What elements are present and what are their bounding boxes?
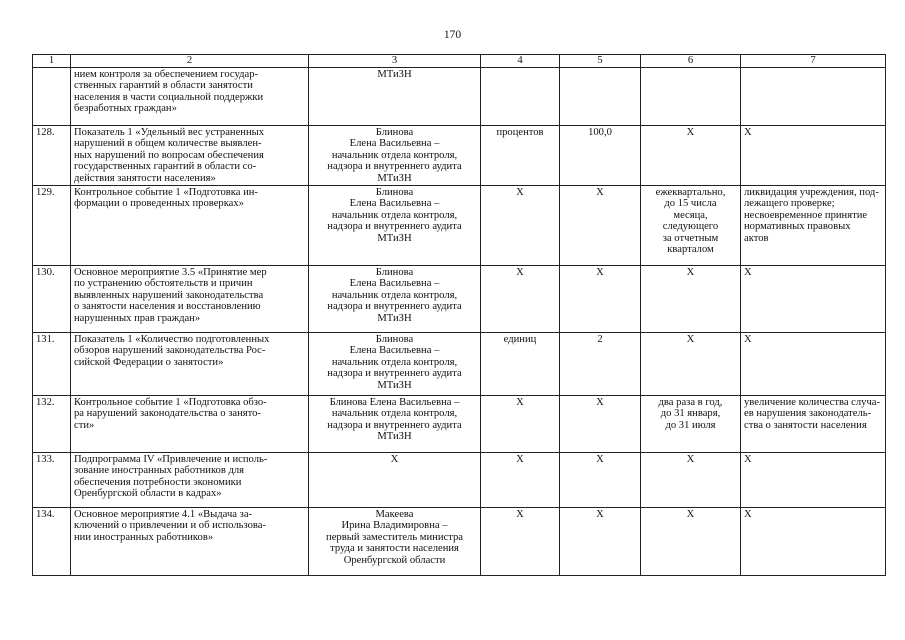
table-row xyxy=(33,68,886,126)
table-row xyxy=(33,333,886,396)
table-row xyxy=(33,126,886,186)
responsible-person: Блинова Елена Васильевна – начальник отдела контроля, надзора и внутреннего аудита МТиЗН xyxy=(309,266,481,333)
item-name: Подпрограмма IV «Привлечение и исполь- зование иностранных работников для обеспечения потребности экономики Оренбургской области в кадрах» xyxy=(71,453,309,508)
header-col-2: 2 xyxy=(71,55,309,68)
responsible-person: Блинова Елена Васильевна – начальник отдела контроля, надзора и внутреннего аудита МТиЗН xyxy=(309,396,481,453)
page-number: 170 xyxy=(443,29,462,41)
program-table xyxy=(32,54,886,576)
risks: увеличение количества случа- ев нарушения законодатель- ства о занятости населения xyxy=(741,396,886,453)
unit-of-measure: Х xyxy=(481,186,560,266)
target-value: 100,0 xyxy=(560,126,641,186)
header-col-4: 4 xyxy=(481,55,560,68)
risks: Х xyxy=(741,333,886,396)
item-name: Основное мероприятие 4.1 «Выдача за- ключений о привлечении и об использова- нии иностранных работников» xyxy=(71,508,309,576)
target-value: Х xyxy=(560,396,641,453)
responsible-person: Блинова Елена Васильевна – начальник отдела контроля, надзора и внутреннего аудита МТиЗН xyxy=(309,126,481,186)
row-number: 130. xyxy=(33,266,71,333)
table-row xyxy=(33,266,886,333)
table-row xyxy=(33,396,886,453)
header-col-1: 1 xyxy=(33,55,71,68)
header-col-3: 3 xyxy=(309,55,481,68)
target-value: Х xyxy=(560,266,641,333)
row-number: 128. xyxy=(33,126,71,186)
unit-of-measure: Х xyxy=(481,453,560,508)
item-name: Показатель 1 «Удельный вес устраненных нарушений в общем количестве выявлен- ных нарушений по вопросам обеспечения государственных гарантий в области со- действия занятости населения» xyxy=(71,126,309,186)
responsible-person: Х xyxy=(309,453,481,508)
risks: Х xyxy=(741,508,886,576)
table-row xyxy=(33,453,886,508)
target-value: Х xyxy=(560,186,641,266)
header-col-7: 7 xyxy=(741,55,886,68)
deadline: два раза в год, до 31 января, до 31 июля xyxy=(641,396,741,453)
item-name: Контрольное событие 1 «Подготовка обзо- ра нарушений законодательства о занято- сти» xyxy=(71,396,309,453)
target-value xyxy=(560,68,641,126)
risks: Х xyxy=(741,266,886,333)
responsible-person: МТиЗН xyxy=(309,68,481,126)
unit-of-measure: процентов xyxy=(481,126,560,186)
risks: ликвидация учреждения, под- лежащего проверке; несвоевременное принятие нормативных правовых актов xyxy=(741,186,886,266)
target-value: Х xyxy=(560,453,641,508)
table-row xyxy=(33,508,886,576)
risks: Х xyxy=(741,126,886,186)
deadline: ежеквартально, до 15 числа месяца, следующего за отчетным кварталом xyxy=(641,186,741,266)
deadline: Х xyxy=(641,266,741,333)
row-number xyxy=(33,68,71,126)
row-number: 131. xyxy=(33,333,71,396)
deadline xyxy=(641,68,741,126)
header-col-6: 6 xyxy=(641,55,741,68)
table-row xyxy=(33,186,886,266)
row-number: 133. xyxy=(33,453,71,508)
unit-of-measure: Х xyxy=(481,266,560,333)
responsible-person: Блинова Елена Васильевна – начальник отдела контроля, надзора и внутреннего аудита МТиЗН xyxy=(309,333,481,396)
responsible-person: Макеева Ирина Владимировна – первый заместитель министра труда и занятости населения Оренбургской области xyxy=(309,508,481,576)
responsible-person: Блинова Елена Васильевна – начальник отдела контроля, надзора и внутреннего аудита МТиЗН xyxy=(309,186,481,266)
item-name: Контрольное событие 1 «Подготовка ин- формации о проведенных проверках» xyxy=(71,186,309,266)
item-name: Основное мероприятие 3.5 «Принятие мер по устранению обстоятельств и причин выявленных нарушений законодательства о занятости населения и восстановлению нарушенных прав граждан» xyxy=(71,266,309,333)
row-number: 132. xyxy=(33,396,71,453)
item-name: Показатель 1 «Количество подготовленных обзоров нарушений законодательства Рос- сийской Федерации о занятости» xyxy=(71,333,309,396)
target-value: 2 xyxy=(560,333,641,396)
deadline: Х xyxy=(641,333,741,396)
risks xyxy=(741,68,886,126)
item-name: нием контроля за обеспечением государ- ственных гарантий в области занятости населения в части социальной поддержки безработных граждан» xyxy=(71,68,309,126)
header-col-5: 5 xyxy=(560,55,641,68)
deadline: Х xyxy=(641,126,741,186)
row-number: 129. xyxy=(33,186,71,266)
unit-of-measure xyxy=(481,68,560,126)
unit-of-measure: единиц xyxy=(481,333,560,396)
unit-of-measure: Х xyxy=(481,508,560,576)
row-number: 134. xyxy=(33,508,71,576)
risks: Х xyxy=(741,453,886,508)
target-value: Х xyxy=(560,508,641,576)
table-header-row xyxy=(33,55,886,68)
deadline: Х xyxy=(641,453,741,508)
unit-of-measure: Х xyxy=(481,396,560,453)
deadline: Х xyxy=(641,508,741,576)
